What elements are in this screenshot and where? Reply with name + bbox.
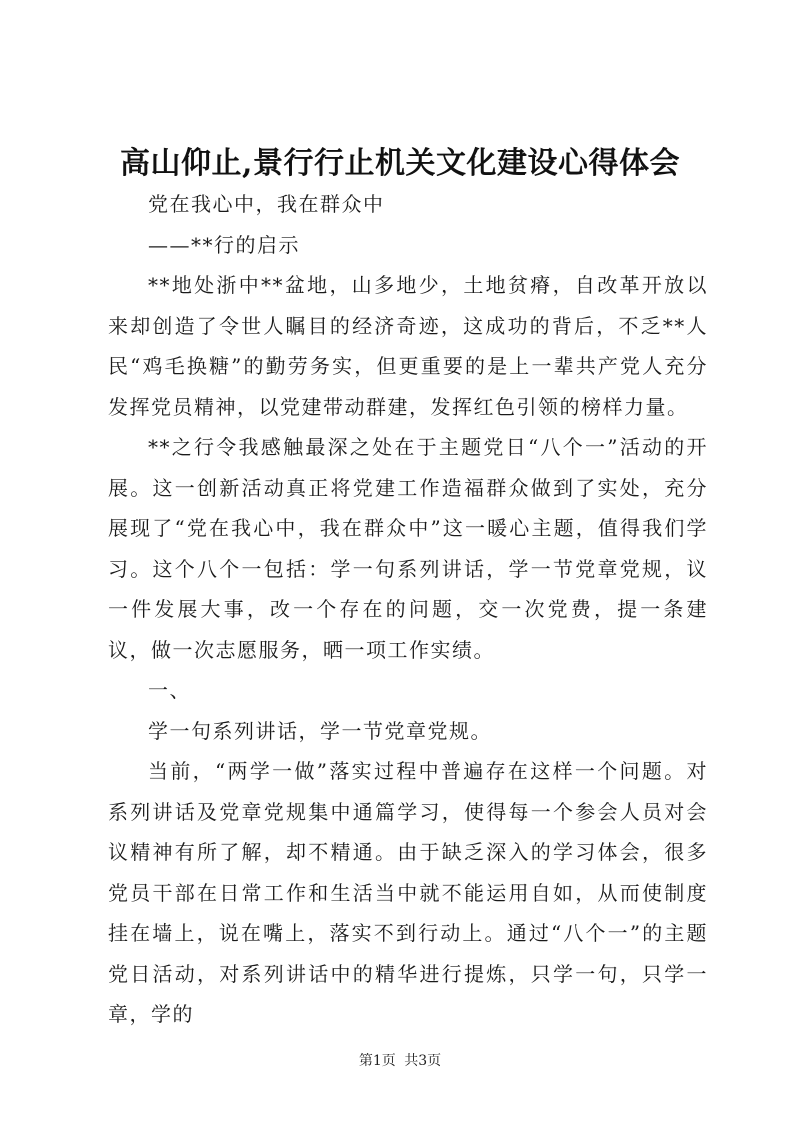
- paragraph: 党在我心中，我在群众中: [148, 192, 385, 216]
- paragraph: **之行令我感触最深之处在于主题党日“八个一”活动的开展。这一创新活动真正将党建工作造福群众做到了实处，充分展现了“党在我心中，我在群众中”这一暖心主题，值得我们学习。这个八个一包括：学一句系列讲话，学一节党章党规，议一件发展大事，改一个存在的问题，交一次党费，提一条建议，做一次志愿服务，晒一项工作实绩。: [108, 435, 708, 662]
- paragraph: 当前，“两学一做”落实过程中普遍存在这样一个问题。对系列讲话及党章党规集中通篇学习，使得每一个参会人员对会议精神有所了解，却不精通。由于缺乏深入的学习体会，很多党员干部在日常工作和生活当中就不能运用自如，从而使制度挂在墙上，说在嘴上，落实不到行动上。通过“八个一”的主题党日活动，对系列讲话中的精华进行提炼，只学一句，只学一章，学的: [108, 759, 708, 1026]
- document-body: [108, 184, 708, 1035]
- paragraph: **地处浙中**盆地，山多地少，土地贫瘠，自改革开放以来却创造了令世人瞩目的经济奇迹，这成功的背后，不乏**人民“鸡毛换糖”的勤劳务实，但更重要的是上一辈共产党人充分发挥党员精神，以党建带动群建，发挥红色引领的榜样力量。: [108, 273, 708, 419]
- document-title: 高山仰止,景行行止机关文化建设心得体会: [120, 146, 680, 181]
- paragraph: 学一句系列讲话，学一节党章党规。: [148, 718, 492, 743]
- paragraph: ——**行的启示: [148, 232, 300, 257]
- page-number: 第1页: [358, 1053, 396, 1069]
- page-footer: [0, 1050, 800, 1070]
- page-total: 共3页: [404, 1053, 442, 1069]
- paragraph: 一、: [148, 678, 191, 702]
